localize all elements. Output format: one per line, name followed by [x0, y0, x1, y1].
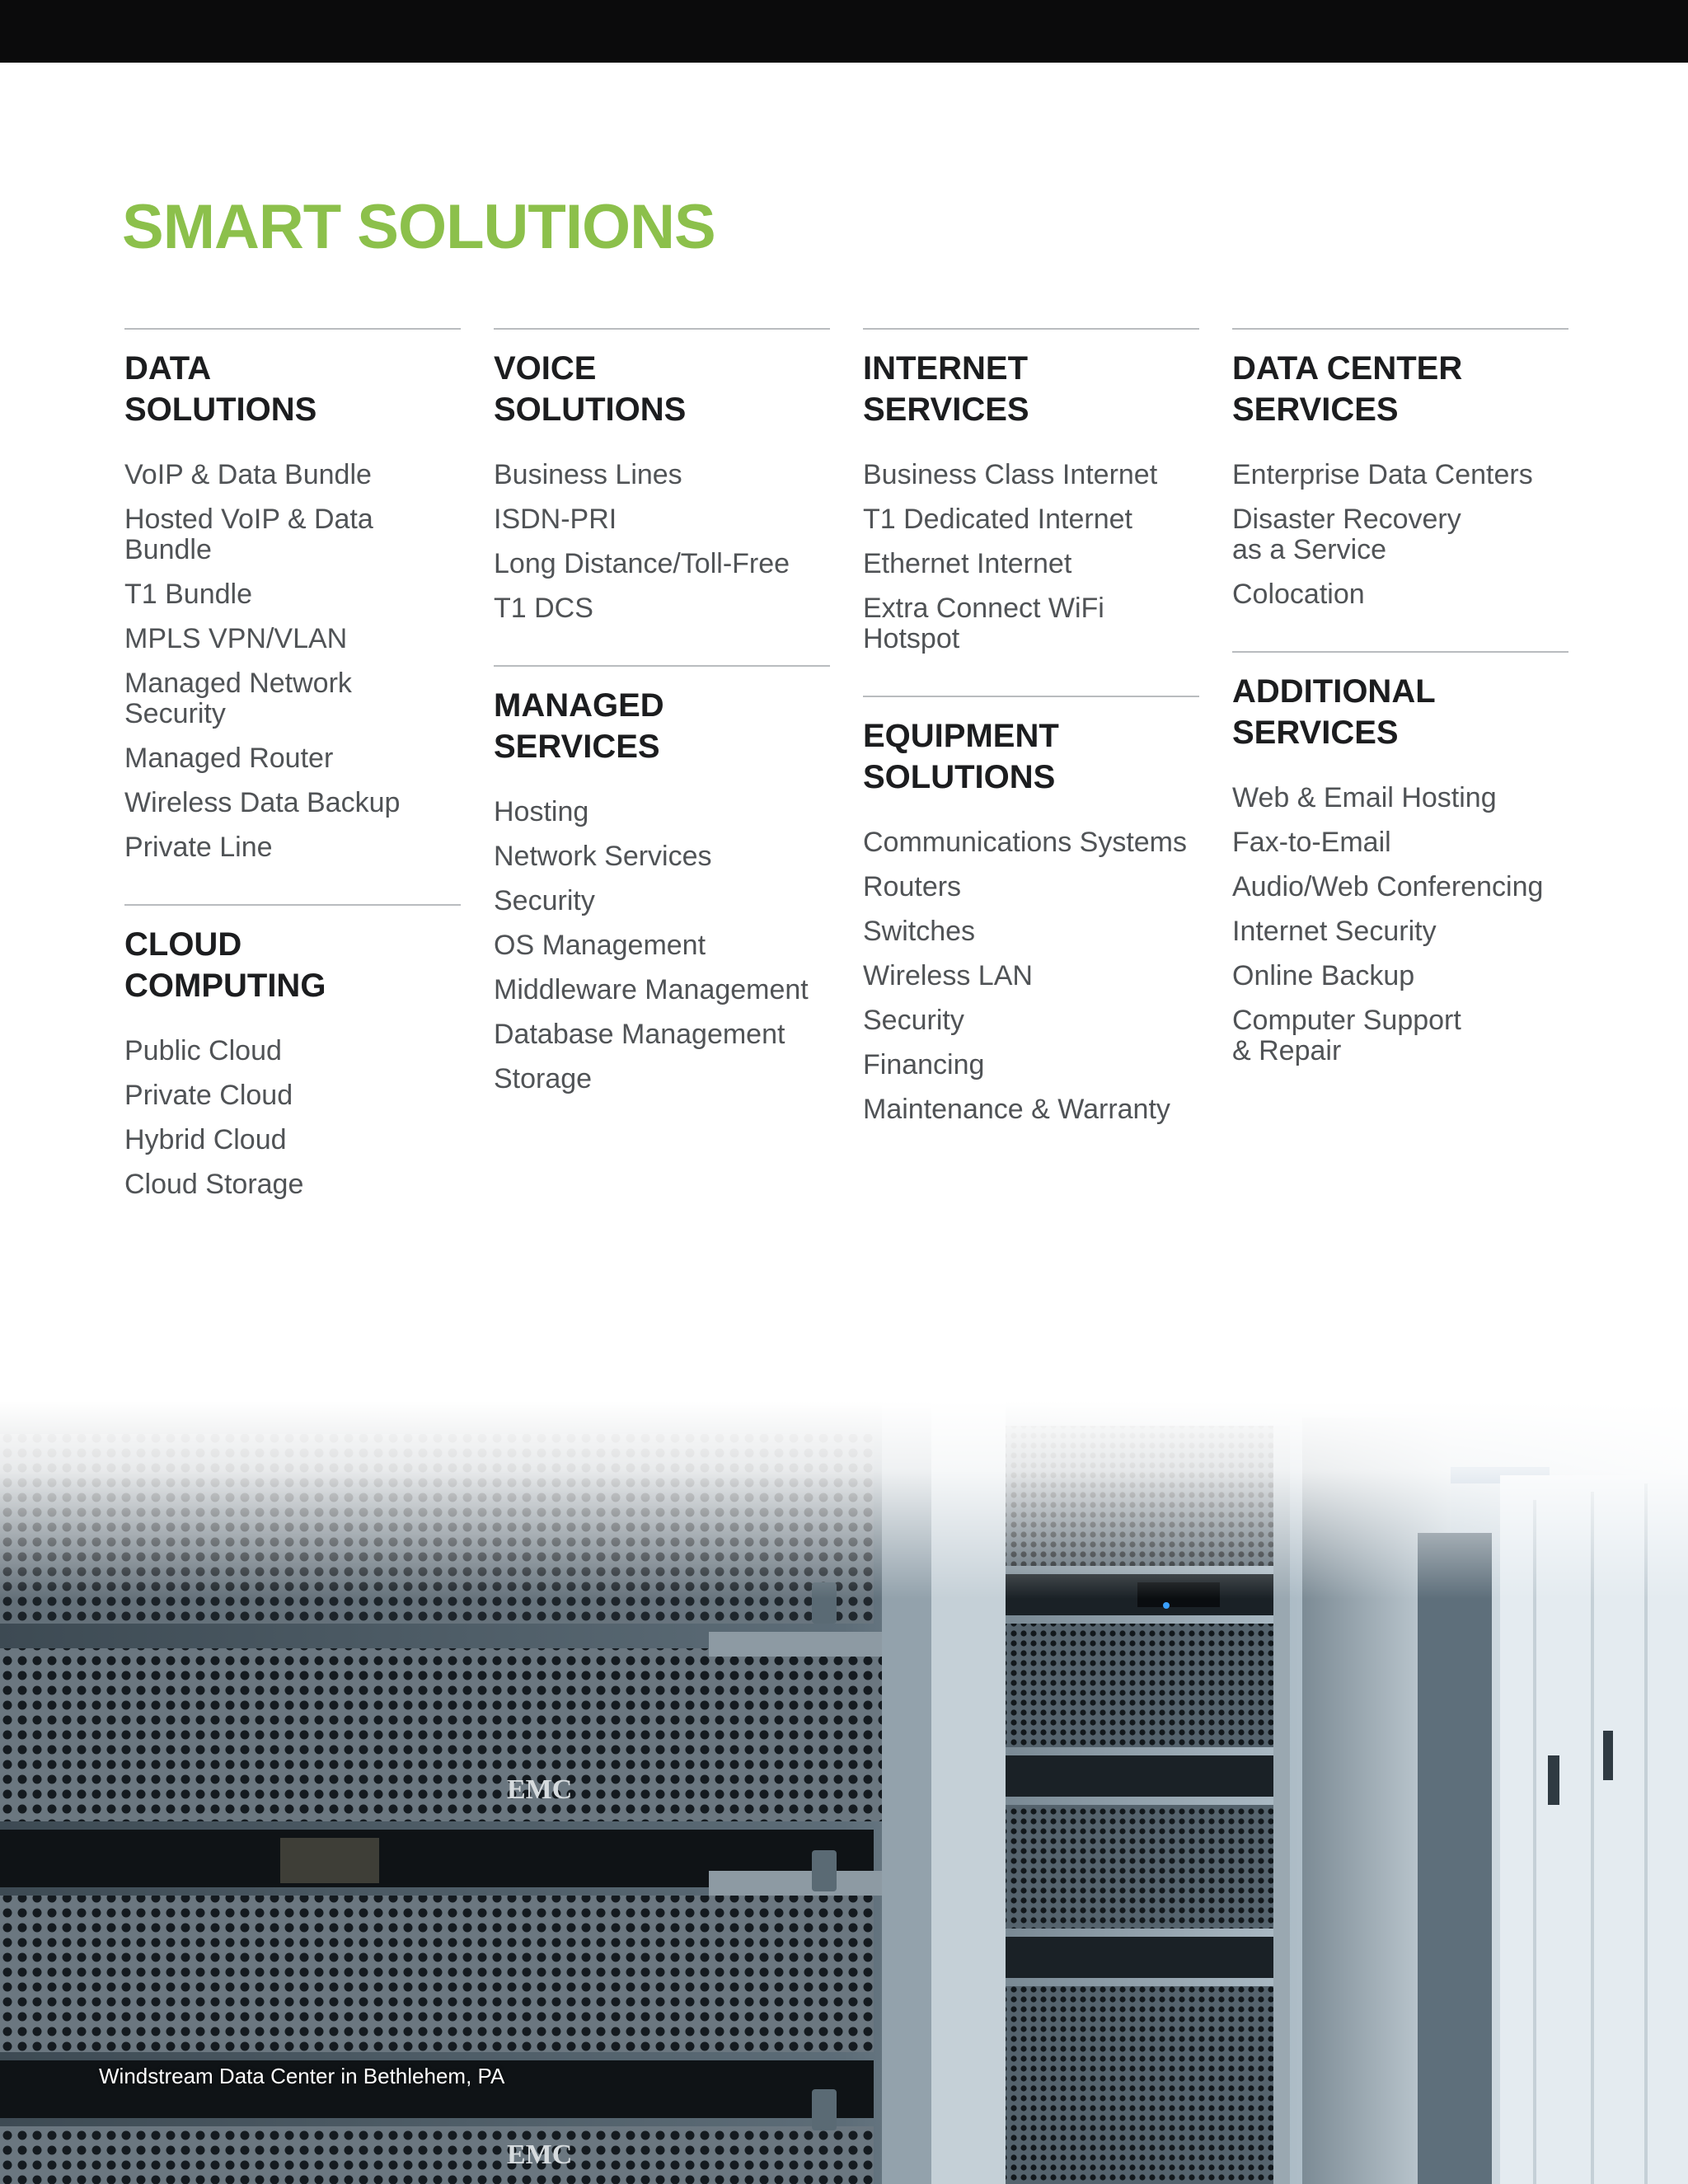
list-item: Communications Systems [863, 827, 1188, 858]
column-data-cloud [124, 328, 461, 1241]
column-internet-equipment [863, 328, 1199, 1166]
section-title: EQUIPMENT SOLUTIONS [863, 718, 1059, 795]
list-item: T1 Bundle [124, 579, 252, 610]
photo-top-fade [0, 1401, 1688, 1599]
list-item: Audio/Web Conferencing [1232, 871, 1544, 902]
list-item: MPLS VPN/VLAN [124, 623, 348, 654]
list-item: Enterprise Data Centers [1232, 459, 1533, 490]
section-title: VOICE SOLUTIONS [494, 350, 687, 428]
page-title: SMART SOLUTIONS [122, 192, 715, 262]
list-item: Ethernet Internet [863, 548, 1072, 579]
list-item: Managed Router [124, 743, 334, 774]
list-item: OS Management [494, 930, 706, 961]
list-item: Routers [863, 871, 962, 902]
list-item: Web & Email Hosting [1232, 782, 1497, 813]
section-additional-services [1232, 651, 1568, 1066]
list-item: ISDN-PRI [494, 504, 617, 535]
list-item: Financing [863, 1049, 985, 1080]
list-item: Network Services [494, 841, 712, 872]
list-item: Long Distance/Toll-Free [494, 548, 790, 579]
list-item: Hosting [494, 796, 589, 827]
list-item: Switches [863, 916, 976, 947]
emc-label: EMC [507, 2139, 573, 2170]
column-datacenter-additional [1232, 328, 1568, 1108]
list-item: Disaster Recovery as a Service [1232, 504, 1461, 565]
list-item: Private Line [124, 832, 273, 863]
section-equipment-solutions [863, 696, 1199, 1125]
list-item: T1 DCS [494, 593, 593, 624]
list-item: Internet Security [1232, 916, 1437, 947]
list-item: Public Cloud [124, 1035, 282, 1066]
list-item: Business Class Internet [863, 459, 1158, 490]
list-item: Managed Network Security [124, 668, 352, 729]
list-item: Fax-to-Email [1232, 827, 1391, 858]
list-item: Business Lines [494, 459, 682, 490]
section-cloud-computing [124, 904, 461, 1200]
photo-caption: Windstream Data Center in Bethlehem, PA [99, 2064, 505, 2088]
list-item: Computer Support & Repair [1232, 1005, 1461, 1066]
section-title: CLOUD COMPUTING [124, 926, 326, 1004]
list-item: Colocation [1232, 579, 1365, 610]
section-voice-solutions [494, 328, 830, 624]
list-item: Middleware Management [494, 974, 809, 1005]
section-title: DATA SOLUTIONS [124, 350, 317, 428]
section-title: MANAGED SERVICES [494, 687, 664, 765]
list-item: Database Management [494, 1019, 785, 1050]
section-title: DATA CENTER SERVICES [1232, 350, 1463, 428]
column-voice-managed [494, 328, 830, 1136]
list-item: VoIP & Data Bundle [124, 459, 372, 490]
list-item: Wireless LAN [863, 960, 1033, 991]
top-black-bar [0, 0, 1688, 63]
list-item: Maintenance & Warranty [863, 1094, 1170, 1125]
section-managed-services [494, 665, 830, 1094]
list-item: Security [494, 885, 595, 916]
list-item: Hosted VoIP & Data Bundle [124, 504, 373, 565]
list-item: Security [863, 1005, 964, 1036]
list-item: Online Backup [1232, 960, 1415, 991]
section-data-solutions [124, 328, 461, 863]
list-item: Private Cloud [124, 1080, 293, 1111]
list-item: T1 Dedicated Internet [863, 504, 1132, 535]
section-internet-services [863, 328, 1199, 654]
section-data-center-services [1232, 328, 1568, 610]
section-title: INTERNET SERVICES [863, 350, 1029, 428]
emc-label: EMC [507, 1774, 573, 1805]
list-item: Wireless Data Backup [124, 787, 401, 818]
list-item: Extra Connect WiFi Hotspot [863, 593, 1104, 654]
section-title: ADDITIONAL SERVICES [1232, 673, 1436, 751]
list-item: Hybrid Cloud [124, 1124, 287, 1155]
list-item: Storage [494, 1063, 593, 1094]
list-item: Cloud Storage [124, 1169, 304, 1200]
